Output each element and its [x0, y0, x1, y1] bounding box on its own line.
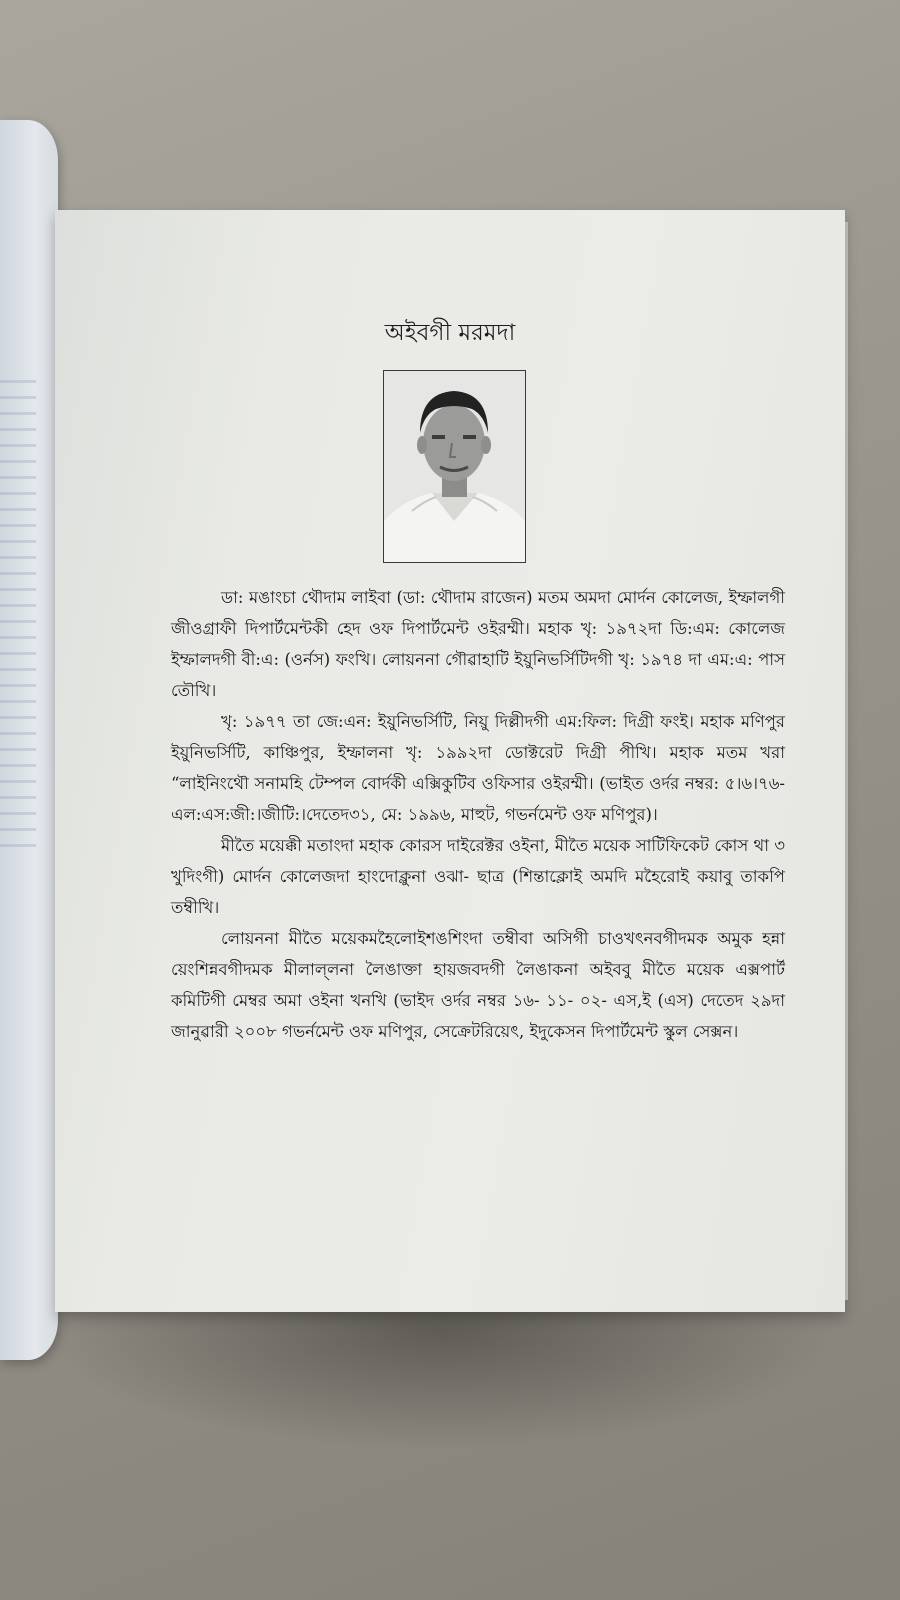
- biography-text: [171, 582, 785, 1047]
- paragraph-3: মীতৈ ময়েক্কী মতাংদা মহাক কোরস দাইরেক্টর ওইনা, মীতৈ ময়েক সাটিফিকেট কোস থা ৩ খুদিংগী) মোর্দন কোলেজদা হাংদোক্লুনা ওঝা- ছাত্র (শিন্তাক্লোই অমদি মহৈরোই কয়াবু তাকপি তম্বীখি।: [171, 836, 785, 917]
- page-title: অইবগী মরমদা: [384, 320, 516, 346]
- paragraph-4: লোয়ননা মীতৈ ময়েকমহৈলোইশঙশিংদা তম্বীবা অসিগী চাওখৎনবগীদমক অমুক হন্না য়েংশিন্নবগীদমক মীলাল্‌লনা লৈঙাক্তা হায়জবদগী লৈঙাকনা অইববু মীতৈ ময়েক এক্সপার্ট কমিটিগী মেম্বর অমা ওইনা খনখি (ভাইদ ওর্দর নম্বর ১৬- ১১- ০২- এস,ই (এস) দেতেদ ২৯দা জানুৱারী ২০০৮ গভর্নমেন্ট ওফ মণিপুর, সেক্রেটরিয়েৎ, ইদুকেসন দিপার্টমেন্ট স্কুল সেক্সন।: [171, 929, 785, 1041]
- book-shadow: [40, 1300, 840, 1450]
- paragraph-1: ডা: মঙাংচা থৌদাম লাইবা (ডা: থৌদাম রাজেন) মতম অমদা মোর্দন কোলেজ, ইম্ফালগী জীওগ্রাফী দিপার্টমেন্টকী হেদ ওফ দিপার্টমেন্ট ওইরম্মী। মহাক খৃ: ১৯৭২দা ডি:এম: কোলেজ ইম্ফালদগী বী:এ: (ওর্নস) ফংখি। লোয়ননা গৌৱাহাটি ইয়ুনিভর্সিটিদগী খৃ: ১৯৭৪ দা এম:এ: পাস তৌখি।: [171, 588, 785, 700]
- left-page-faded-text: [0, 380, 36, 860]
- portrait-image: [384, 371, 525, 562]
- book-page: [55, 210, 845, 1312]
- author-portrait: [383, 370, 526, 563]
- paragraph-2: খৃ: ১৯৭৭ তা জে:এন: ইয়ুনিভর্সিটি, নিয়ু দিল্লীদগী এম:ফিল: দিগ্রী ফংই। মহাক মণিপুর ইয়ুনিভর্সিটি, কাঞ্চিপুর, ইম্ফালনা খৃ: ১৯৯২দা ডোক্টরেট দিগ্রী পীখি। মহাক মতম খরা “লাইনিংথৌ সনামহি টেম্পল বোর্দকী এক্সিকুটিব ওফিসার ওইরম্মী। (ভাইত ওর্দর নম্বর: ৫।৬।৭৬- এল:এস:জী:।জীটি:।দেতেদ৩১, মে: ১৯৯৬, মাহুট, গভর্নমেন্ট ওফ মণিপুর)।: [171, 712, 785, 824]
